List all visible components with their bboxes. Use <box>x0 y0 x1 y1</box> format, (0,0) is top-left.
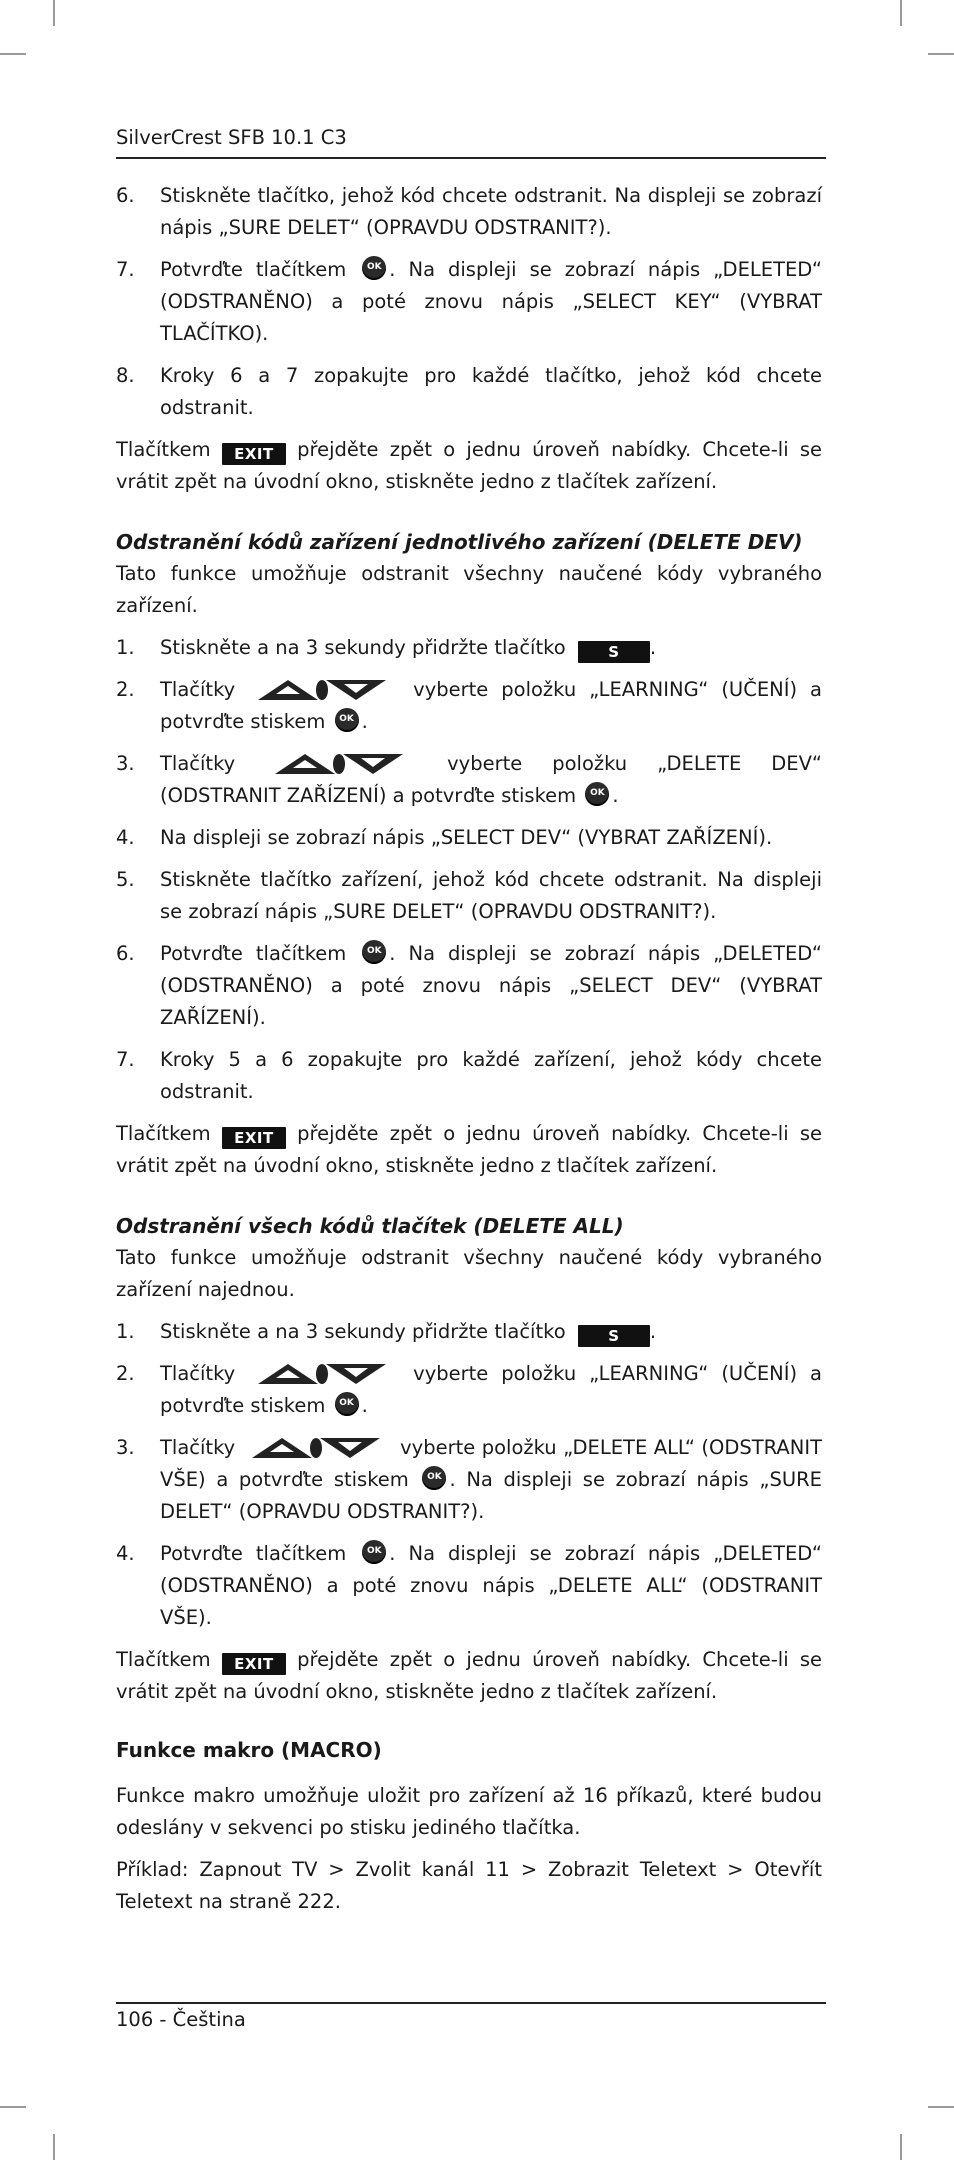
s-key-icon: S <box>578 1325 650 1347</box>
up-down-arrows-icon <box>271 750 411 778</box>
up-down-arrows-icon <box>254 1360 394 1388</box>
section-intro: Tato funkce umožňuje odstranit všechny naučené kódy vybraného zařízení najednou. <box>116 1246 822 1301</box>
exit-key-icon: EXIT <box>222 443 286 465</box>
list-item: 5. Stiskněte tlačítko zařízení, jehož kód chcete odstranit. Na displeji se zobrazí nápis „SURE DELET“ (OPRAVDU ODSTRANIT?). <box>116 868 822 923</box>
paragraph: Příklad: Zapnout TV > Zvolit kanál 11 > Zobrazit Teletext > Otevřít Teletext na straně 222. <box>116 1858 822 1913</box>
list-item: 3. Tlačítky vyberte položku „DELETE ALL“ (ODSTRANIT VŠE) a potvrďte stiskem OK . Na displeji se zobrazí nápis „SURE DELET“ (OPRAVDU ODSTRANIT?). <box>116 1432 822 1528</box>
list-item: 7. Potvrďte tlačítkem OK . Na displeji se zobrazí nápis „DELETED“ (ODSTRANĚNO) a poté znovu nápis „SELECT KEY“ (VYBRAT TLAČÍTKO). <box>116 254 822 350</box>
page-header: SilverCrest SFB 10.1 C3 <box>116 126 347 149</box>
crop-mark <box>0 53 26 55</box>
ok-button-icon <box>362 1540 386 1564</box>
up-down-arrows-icon <box>248 1434 388 1462</box>
exit-note: Tlačítkem EXIT přejděte zpět o jednu úroveň nabídky. Chcete-li se vrátit zpět na úvodní okno, stiskněte jedno z tlačítek zařízení. <box>116 1648 822 1703</box>
exit-key-icon: EXIT <box>222 1653 286 1675</box>
list-item: 4. Na displeji se zobrazí nápis „SELECT DEV“ (VYBRAT ZAŘÍZENÍ). <box>116 826 773 849</box>
footer-rule <box>116 2002 826 2004</box>
ok-button-icon <box>362 256 386 280</box>
list-item: 2. Tlačítky vyberte položku „LEARNING“ (UČENÍ) a potvrďte stiskem OK . <box>116 674 822 738</box>
steps-list <box>116 632 822 1108</box>
crop-mark <box>0 2106 26 2108</box>
ok-button-icon <box>585 782 609 806</box>
list-item: 2. Tlačítky vyberte položku „LEARNING“ (UČENÍ) a potvrďte stiskem OK . <box>116 1358 822 1422</box>
list-item: 1. Stiskněte a na 3 sekundy přidržte tlačítko S . <box>116 1320 657 1345</box>
crop-mark <box>928 53 954 55</box>
crop-mark <box>928 2106 954 2108</box>
list-item: 4. Potvrďte tlačítkem OK . Na displeji se zobrazí nápis „DELETED“ (ODSTRANĚNO) a poté znovu nápis „DELETE ALL“ (ODSTRANIT VŠE). <box>116 1538 822 1634</box>
section-heading: Odstranění kódů zařízení jednotlivého zařízení (DELETE DEV) <box>116 530 803 554</box>
ok-button-icon <box>335 1392 359 1416</box>
steps-list-continued <box>116 180 822 424</box>
crop-mark <box>53 2134 55 2160</box>
section-heading: Funkce makro (MACRO) <box>116 1738 382 1762</box>
exit-key-icon: EXIT <box>222 1127 286 1149</box>
crop-mark <box>900 2134 902 2160</box>
paragraph: Funkce makro umožňuje uložit pro zařízení až 16 příkazů, které budou odeslány v sekvenci po stisku jediného tlačítka. <box>116 1784 822 1839</box>
page-number: 106 - Čeština <box>116 2008 246 2031</box>
steps-list <box>116 1316 822 1634</box>
section-heading: Odstranění všech kódů tlačítek (DELETE ALL) <box>116 1214 624 1238</box>
ok-button-icon <box>335 708 359 732</box>
crop-mark <box>53 0 55 26</box>
header-rule <box>116 157 826 159</box>
up-down-arrows-icon <box>254 676 394 704</box>
s-key-icon: S <box>578 641 650 663</box>
list-item: 6. Stiskněte tlačítko, jehož kód chcete odstranit. Na displeji se zobrazí nápis „SURE DELET“ (OPRAVDU ODSTRANIT?). <box>116 184 822 239</box>
exit-note: Tlačítkem EXIT přejděte zpět o jednu úroveň nabídky. Chcete-li se vrátit zpět na úvodní okno, stiskněte jedno z tlačítek zařízení. <box>116 1122 822 1177</box>
list-item: 1. Stiskněte a na 3 sekundy přidržte tlačítko S . <box>116 636 657 661</box>
ok-button-icon <box>422 1466 446 1490</box>
ok-button-icon <box>362 940 386 964</box>
list-item: 8. Kroky 6 a 7 zopakujte pro každé tlačítko, jehož kód chcete odstranit. <box>116 364 822 419</box>
exit-note: Tlačítkem EXIT přejděte zpět o jednu úroveň nabídky. Chcete-li se vrátit zpět na úvodní okno, stiskněte jedno z tlačítek zařízení. <box>116 438 822 493</box>
list-item: 3. Tlačítky vyberte položku „DELETE DEV“ (ODSTRANIT ZAŘÍZENÍ) a potvrďte stiskem OK . <box>116 748 822 812</box>
list-item: 6. Potvrďte tlačítkem OK . Na displeji se zobrazí nápis „DELETED“ (ODSTRANĚNO) a poté znovu nápis „SELECT DEV“ (VYBRAT ZAŘÍZENÍ). <box>116 938 822 1034</box>
page-content <box>116 180 822 1928</box>
list-item: 7. Kroky 5 a 6 zopakujte pro každé zařízení, jehož kódy chcete odstranit. <box>116 1048 822 1103</box>
section-intro: Tato funkce umožňuje odstranit všechny naučené kódy vybraného zařízení. <box>116 562 822 617</box>
crop-mark <box>900 0 902 26</box>
